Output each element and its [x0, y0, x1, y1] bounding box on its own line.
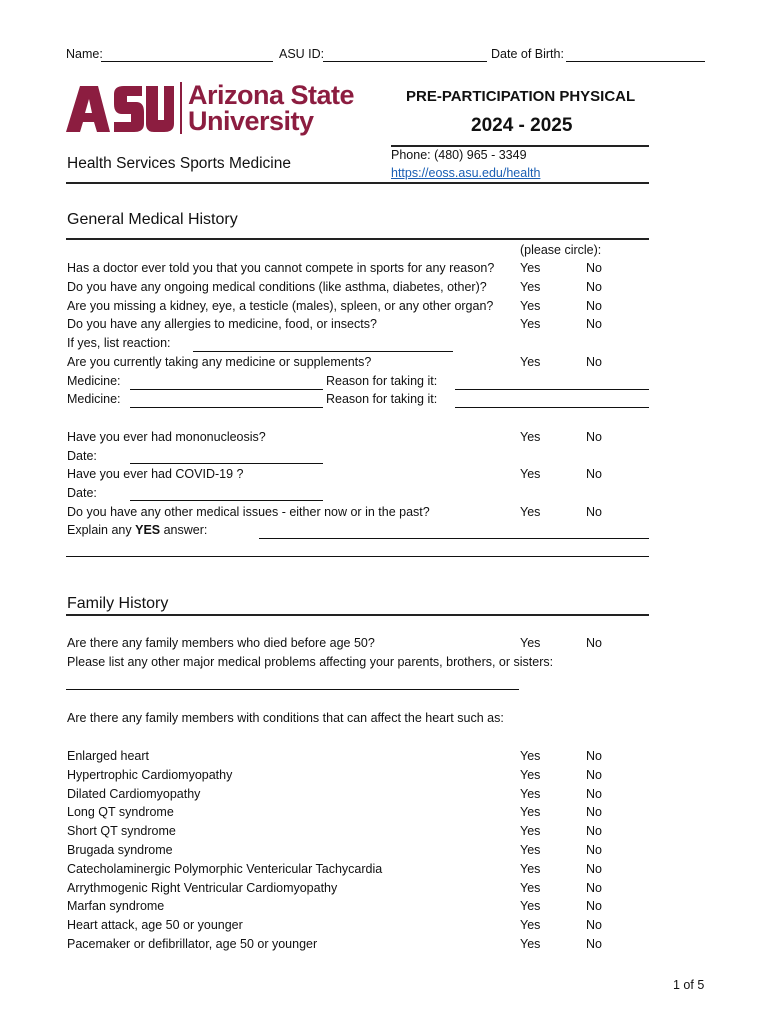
q6-yes[interactable]: Yes	[520, 430, 541, 444]
fq1-no[interactable]: No	[586, 636, 602, 650]
q5-yes[interactable]: Yes	[520, 355, 541, 369]
q5-no[interactable]: No	[586, 355, 602, 369]
reason-field-1[interactable]	[455, 389, 649, 390]
q3-no[interactable]: No	[586, 299, 602, 313]
logo-divider	[180, 82, 182, 134]
q2-yes[interactable]: Yes	[520, 280, 541, 294]
date-field-1[interactable]	[130, 463, 323, 464]
condition-yes[interactable]: Yes	[520, 805, 541, 820]
asu-id-field[interactable]	[323, 61, 487, 62]
reason-label-1: Reason for taking it:	[326, 374, 438, 388]
condition-yes[interactable]: Yes	[520, 899, 541, 914]
condition-label: Enlarged heart	[67, 749, 150, 763]
condition-label: Marfan syndrome	[67, 899, 165, 914]
family-question-3: Are there any family members with conditions that can affect the heart such as:	[67, 711, 504, 725]
fq1-yes[interactable]: Yes	[520, 636, 541, 650]
section-title-general: General Medical History	[67, 211, 238, 228]
condition-no[interactable]: No	[586, 767, 602, 782]
condition-no[interactable]: No	[586, 861, 602, 876]
question-3: Are you missing a kidney, eye, a testicle (males), spleen, or any other organ?	[67, 299, 494, 313]
medicine-label-2: Medicine:	[67, 392, 121, 406]
general-rule	[66, 238, 649, 240]
condition-label: Brugada syndrome	[67, 843, 173, 857]
condition-yes[interactable]: Yes	[520, 861, 541, 876]
reaction-field[interactable]	[193, 351, 453, 352]
family-rule	[66, 614, 649, 616]
q8-yes[interactable]: Yes	[520, 505, 541, 519]
condition-yes[interactable]: Yes	[520, 824, 541, 839]
explain-label: Explain any YES answer:	[67, 523, 208, 537]
condition-yes[interactable]: Yes	[520, 918, 541, 933]
condition-no[interactable]: No	[586, 805, 602, 820]
question-7: Have you ever had COVID-19 ?	[67, 467, 244, 481]
date-label-1: Date:	[67, 449, 97, 463]
reason-field-2[interactable]	[455, 407, 649, 408]
condition-no[interactable]: No	[586, 786, 602, 801]
please-circle: (please circle):	[520, 243, 602, 257]
section-title-family: Family History	[67, 595, 169, 612]
condition-no[interactable]: No	[586, 918, 602, 933]
question-1: Has a doctor ever told you that you cannot compete in sports for any reason?	[67, 261, 495, 275]
condition-label: Pacemaker or defibrillator, age 50 or younger	[67, 937, 318, 951]
reaction-label: If yes, list reaction:	[67, 336, 171, 350]
date-label-2: Date:	[67, 486, 97, 500]
condition-label: Short QT syndrome	[67, 824, 176, 839]
family-question-1: Are there any family members who died before age 50?	[67, 636, 375, 650]
department: Health Services Sports Medicine	[67, 155, 291, 172]
medicine-field-2[interactable]	[130, 407, 323, 408]
condition-yes[interactable]: Yes	[520, 843, 541, 857]
condition-yes[interactable]: Yes	[520, 767, 541, 782]
explain-field-1[interactable]	[259, 538, 649, 539]
dob-label: Date of Birth:	[491, 47, 564, 61]
q6-no[interactable]: No	[586, 430, 602, 444]
q1-yes[interactable]: Yes	[520, 261, 541, 275]
question-5: Are you currently taking any medicine or supplements?	[67, 355, 372, 369]
q8-no[interactable]: No	[586, 505, 602, 519]
condition-yes[interactable]: Yes	[520, 937, 541, 951]
condition-label: Arrythmogenic Right Ventricular Cardiomyopathy	[67, 880, 338, 895]
condition-label: Catecholaminergic Polymorphic Ventericular Tachycardia	[67, 861, 383, 876]
condition-yes[interactable]: Yes	[520, 880, 541, 895]
condition-no[interactable]: No	[586, 880, 602, 895]
page-number: 1 of 5	[673, 978, 705, 992]
header-rule	[66, 182, 649, 184]
medicine-field-1[interactable]	[130, 389, 323, 390]
explain-field-2[interactable]	[66, 556, 649, 557]
question-4: Do you have any allergies to medicine, food, or insects?	[67, 317, 377, 331]
condition-label: Dilated Cardiomyopathy	[67, 786, 201, 801]
logo-line2: University	[188, 106, 314, 136]
condition-label: Long QT syndrome	[67, 805, 174, 820]
q4-yes[interactable]: Yes	[520, 317, 541, 331]
q1-no[interactable]: No	[586, 261, 602, 275]
dob-field[interactable]	[566, 61, 705, 62]
condition-no[interactable]: No	[586, 937, 602, 951]
family-problems-field[interactable]	[66, 689, 519, 690]
logo-line1: Arizona State	[188, 80, 355, 110]
question-6: Have you ever had mononucleosis?	[67, 430, 266, 444]
medicine-label-1: Medicine:	[67, 374, 121, 388]
title-rule	[391, 145, 649, 147]
q7-no[interactable]: No	[586, 467, 602, 481]
condition-no[interactable]: No	[586, 824, 602, 839]
condition-label: Heart attack, age 50 or younger	[67, 918, 243, 933]
form-title: PRE-PARTICIPATION PHYSICAL	[406, 88, 636, 105]
question-2: Do you have any ongoing medical conditions (like asthma, diabetes, other)?	[67, 280, 487, 294]
phone: Phone: (480) 965 - 3349	[391, 148, 527, 162]
condition-no[interactable]: No	[586, 899, 602, 914]
date-field-2[interactable]	[130, 500, 323, 501]
reason-label-2: Reason for taking it:	[326, 392, 438, 406]
website-link[interactable]: https://eoss.asu.edu/health	[391, 166, 541, 180]
name-label: Name:	[66, 47, 103, 61]
q4-no[interactable]: No	[586, 317, 602, 331]
q2-no[interactable]: No	[586, 280, 602, 294]
condition-no[interactable]: No	[586, 749, 602, 763]
condition-label: Hypertrophic Cardiomyopathy	[67, 767, 233, 782]
q3-yes[interactable]: Yes	[520, 299, 541, 313]
year: 2024 - 2025	[471, 115, 573, 136]
asu-id-label: ASU ID:	[279, 47, 325, 61]
q7-yes[interactable]: Yes	[520, 467, 541, 481]
condition-yes[interactable]: Yes	[520, 749, 541, 763]
asu-logo	[64, 82, 176, 134]
family-question-2: Please list any other major medical problems affecting your parents, brothers, or sisters:	[67, 655, 554, 669]
condition-no[interactable]: No	[586, 843, 602, 857]
name-field[interactable]	[101, 61, 273, 62]
condition-yes[interactable]: Yes	[520, 786, 541, 801]
question-8: Do you have any other medical issues - either now or in the past?	[67, 505, 430, 519]
